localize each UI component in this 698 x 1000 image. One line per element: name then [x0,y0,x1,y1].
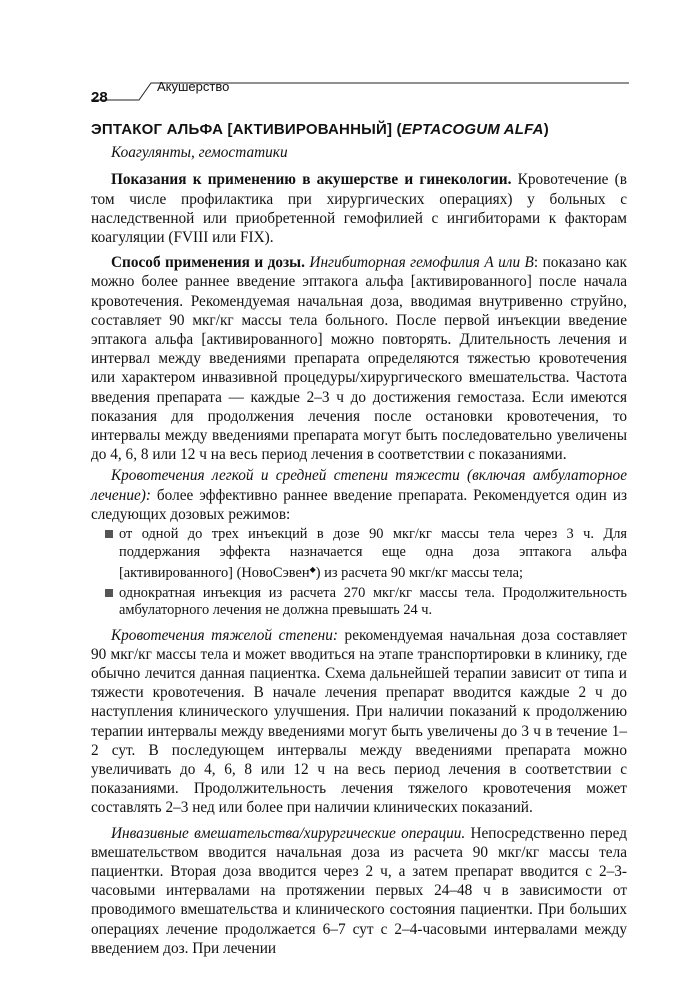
dosage-text: : показано как можно более раннее введение эптакога альфа [активированного] после начала кровотечения. Рекомендуемая начальная доза, вводимая внутривенно струйно, составляет 90 мкг/кг массы тела больного. После первой инъекции введение эптакога альфа [активированного] можно повторять. Длительность лечения и интервал между введениями препарата определяются тяжестью кровотечения или характером инвазивной процедуры/хирургического вмешательства. Частота введения препарата — каждые 2–3 ч до достижения гемостаза. Если имеются показания для продолжения лечения после остановки кровотечения, то интервалы между введениями препарата могут быть последовательно увеличены до 4, 6, 8 или 12 ч на весь период лечения в соответствии с показаниями. [91,254,627,464]
diamond-mark: ◆ [309,565,316,575]
invasive-procedures-text: Непосредственно перед вмешательством вводится начальная доза из расчета 90 мкг/кг массы тела пациентки. Вторая доза вводится через 2 ч, а затем препарат вводится с 2–3-часовыми интервалами на протяжении первых 24–48 ч в зависимости от проводимого вмешательства и клинического состояния пациентки. При больших операциях лечение продолжается 6–7 сут с 2–4-часовыми интервалами между введением доз. При лечении [91,824,627,957]
invasive-procedures-label: Инвазивные вмешательства/хирургические операции. [111,824,466,842]
drug-class: Коагулянты, гемостатики [111,144,288,162]
severe-bleeding-label: Кровотечения тяжелой степени: [111,626,339,644]
bullet-square-icon [105,530,113,538]
running-head: Акушерство [157,79,230,94]
indications-label: Показания к применению в акушерстве и гинекологии. [111,171,512,189]
indications-paragraph [91,170,627,247]
title-main: ЭПТАКОГ АЛЬФА [АКТИВИРОВАННЫЙ] ( [91,121,402,138]
list-item: от одной до трех инъекций в дозе 90 мкг/кг массы тела через 3 ч. Для поддержания эффекта назначается еще одна доза эптакога альфа [активированного] (НовоСэвен◆) из расчета 90 мкг/кг массы тела; [91,526,627,583]
dosage-regimen-list [91,526,627,620]
mild-bleeding-paragraph [91,466,627,524]
dosage-paragraph [91,253,627,464]
mild-bleeding-label: Кровотечения легкой и средней степени тяжести (включая амбулаторное лечение): [91,467,627,504]
list-item: однократная инъекция из расчета 270 мкг/кг массы тела. Продолжительность амбулаторного лечения не должна превышать 24 ч. [91,585,627,620]
article-body [91,120,627,964]
severe-bleeding-text: рекомендуемая начальная доза составляет 90 мкг/кг массы тела и может вводиться на этапе транспортировки в клинику, где обычно лечится данная пациентка. Схема дальнейшей терапии зависит от типа и тяжести кровотечения. В начале лечения препарат вводится каждые 2 ч до наступления клинического улучшения. При наличии показаний к продолжению терапии интервалы между введениями могут быть увеличены до 3 ч в течение 1–2 сут. В последующем интервалы между введениями препарата можно увеличивать до 4, 6, 8 или 12 ч на весь период лечения в соответствии с показаниями. Продолжительность лечения тяжелого кровотечения может составлять 2–3 нед или более при наличии клинических показаний. [91,626,627,817]
page-header [91,78,629,108]
indications-text: Кровотечение (в том числе профилактика при хирургических операциях) у больных с наследственной или приобретенной гемофилией с ингибиторами к факторам коагуляции (FVIII или FIX). [91,171,627,247]
dosage-label: Способ применения и дозы. [111,254,305,272]
article-title [91,120,627,139]
title-close: ) [543,121,549,138]
severe-bleeding-paragraph [91,626,627,818]
page-number: 28 [91,89,108,106]
bullet-square-icon [105,589,113,597]
invasive-procedures-paragraph [91,824,627,958]
dosage-italic: Ингибиторная гемофилия А или В [304,254,534,272]
mild-bleeding-text: более эффективно раннее введение препарата. Рекомендуется один из следующих дозовых режимов: [91,486,627,523]
title-latin: EPTACOGUM ALFA [401,121,544,138]
